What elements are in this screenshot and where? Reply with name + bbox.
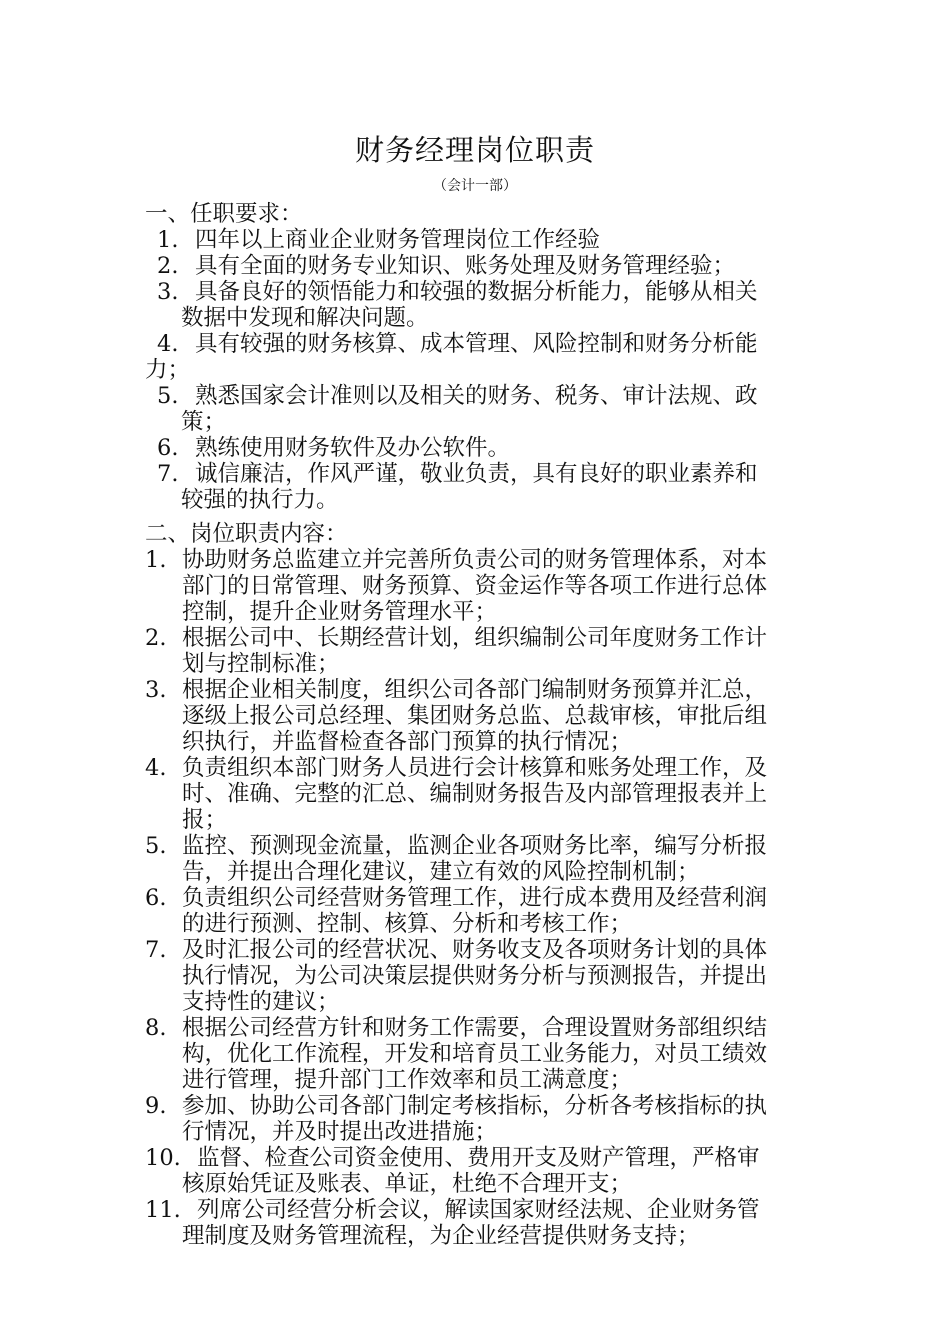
list-item-text: 力； [145, 357, 191, 383]
list-item-text: 参加、协助公司各部门制定考核指标，分析各考核指标的执 [182, 1093, 768, 1119]
list-item [145, 227, 815, 253]
list-item-text: 监督、检查公司资金使用、费用开支及财产管理，严格审 [197, 1145, 760, 1171]
list-item-text: 较强的执行力。 [181, 487, 339, 513]
list-item-text: 列席公司经营分析会议，解读国家财经法规、企业财务管 [197, 1197, 760, 1223]
list-item-text: 告，并提出合理化建议，建立有效的风险控制机制； [182, 859, 700, 885]
list-item-number: 11. [145, 1197, 181, 1223]
list-item-text: 具有全面的财务专业知识、账务处理及财务管理经验； [195, 253, 736, 279]
requirements-list [145, 227, 815, 513]
list-item-text: 熟悉国家会计准则以及相关的财务、税务、审计法规、政 [195, 383, 758, 409]
list-item-text: 根据企业相关制度，组织公司各部门编制财务预算并汇总， [182, 677, 768, 703]
list-item-number: 6. [157, 435, 179, 461]
list-item [145, 937, 815, 1015]
list-item [145, 279, 815, 331]
list-item-text: 具备良好的领悟能力和较强的数据分析能力，能够从相关 [195, 279, 758, 305]
list-item [145, 1197, 815, 1249]
list-item-text: 策； [181, 409, 227, 435]
list-item-number: 2. [145, 625, 167, 651]
list-item-text: 构，优化工作流程，开发和培育员工业务能力，对员工绩效 [182, 1041, 768, 1067]
list-item [145, 1093, 815, 1145]
list-item-text: 划与控制标准； [182, 651, 340, 677]
list-item [145, 755, 815, 833]
list-item-text: 监控、预测现金流量，监测企业各项财务比率，编写分析报 [182, 833, 768, 859]
list-item [145, 547, 815, 625]
list-item-number: 4. [157, 331, 179, 357]
list-item-text: 的进行预测、控制、核算、分析和考核工作； [182, 911, 633, 937]
duties-list [145, 547, 815, 1249]
list-item-text: 理制度及财务管理流程，为企业经营提供财务支持； [182, 1223, 700, 1249]
list-item-text: 行情况，并及时提出改进措施； [182, 1119, 498, 1145]
list-item [145, 833, 815, 885]
list-item [145, 331, 815, 383]
list-item-number: 3. [145, 677, 167, 703]
list-item [145, 435, 815, 461]
list-item-number: 8. [145, 1015, 167, 1041]
list-item-number: 1. [157, 227, 179, 253]
list-item-text: 进行管理，提升部门工作效率和员工满意度； [182, 1067, 633, 1093]
list-item-number: 5. [145, 833, 167, 859]
list-item-number: 1. [145, 547, 167, 573]
list-item-text: 部门的日常管理、财务预算、资金运作等各项工作进行总体 [182, 573, 768, 599]
list-item-text: 逐级上报公司总经理、集团财务总监、总裁审核，审批后组 [182, 703, 768, 729]
requirements-heading: 一、任职要求： [145, 201, 303, 227]
list-item-text: 支持性的建议； [182, 989, 340, 1015]
document-title: 财务经理岗位职责 [354, 133, 595, 167]
list-item-number: 9. [145, 1093, 167, 1119]
list-item-text: 核原始凭证及账表、单证，杜绝不合理开支； [182, 1171, 633, 1197]
list-item-text: 报； [182, 807, 228, 833]
duties-section [145, 521, 815, 1249]
list-item-text: 负责组织本部门财务人员进行会计核算和账务处理工作，及 [182, 755, 768, 781]
list-item [145, 885, 815, 937]
requirements-section [145, 201, 815, 513]
list-item-text: 诚信廉洁，作风严谨，敬业负责，具有良好的职业素养和 [195, 461, 758, 487]
list-item-text: 执行情况，为公司决策层提供财务分析与预测报告，并提出 [182, 963, 768, 989]
list-item-text: 根据公司经营方针和财务工作需要，合理设置财务部组织结 [182, 1015, 768, 1041]
list-item-number: 2. [157, 253, 179, 279]
list-item-text: 时、准确、完整的汇总、编制财务报告及内部管理报表并上 [182, 781, 768, 807]
list-item-text: 协助财务总监建立并完善所负责公司的财务管理体系，对本 [182, 547, 768, 573]
list-item-text: 织执行，并监督检查各部门预算的执行情况； [182, 729, 633, 755]
list-item-number: 5. [157, 383, 179, 409]
list-item [145, 253, 815, 279]
list-item [145, 677, 815, 755]
list-item-text: 数据中发现和解决问题。 [181, 305, 429, 331]
list-item-number: 6. [145, 885, 167, 911]
list-item-text: 负责组织公司经营财务管理工作，进行成本费用及经营利润 [182, 885, 768, 911]
list-item-text: 熟练使用财务软件及办公软件。 [195, 435, 511, 461]
list-item [145, 625, 815, 677]
list-item-text: 根据公司中、长期经营计划，组织编制公司年度财务工作计 [182, 625, 768, 651]
document-subtitle: （会计一部） [433, 178, 517, 194]
list-item-number: 3. [157, 279, 179, 305]
list-item-number: 4. [145, 755, 167, 781]
duties-heading: 二、岗位职责内容： [145, 521, 348, 547]
list-item-number: 7. [145, 937, 167, 963]
list-item-text: 控制，提升企业财务管理水平； [182, 599, 498, 625]
list-item-text: 及时汇报公司的经营状况、财务收支及各项财务计划的具体 [182, 937, 768, 963]
list-item-text: 四年以上商业企业财务管理岗位工作经验 [195, 227, 601, 253]
list-item [145, 461, 815, 513]
list-item [145, 1145, 815, 1197]
list-item-number: 7. [157, 461, 179, 487]
list-item [145, 383, 815, 435]
list-item [145, 1015, 815, 1093]
list-item-number: 10. [145, 1145, 181, 1171]
list-item-text: 具有较强的财务核算、成本管理、风险控制和财务分析能 [195, 331, 758, 357]
